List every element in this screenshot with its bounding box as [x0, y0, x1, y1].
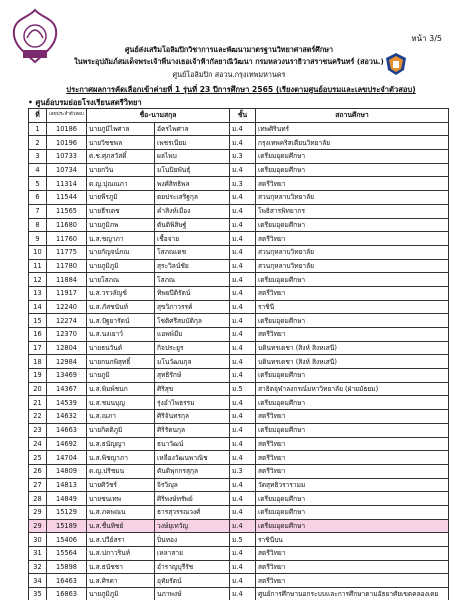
cell-last-name: ปิ่นทอง: [155, 533, 230, 547]
cell-exam-id: 14849: [47, 492, 87, 506]
cell-first-name: นายภูมิภูมิ: [87, 259, 155, 273]
cell-grade: ม.4: [230, 410, 256, 424]
cell-exam-id: 11760: [47, 232, 87, 246]
cell-exam-id: 14632: [47, 410, 87, 424]
cell-school: เตรียมอุดมศึกษา: [256, 150, 449, 164]
cell-school: กรุงเทพคริสเตียนวิทยาลัย: [256, 136, 449, 150]
cell-school: สตรีวิทยา: [256, 464, 449, 478]
cell-exam-id: 12984: [47, 355, 87, 369]
cell-last-name: ตยประเสริฐกุล: [155, 191, 230, 205]
cell-school: เตรียมอุดมศึกษา: [256, 218, 449, 232]
cell-last-name: เชื้อจาย: [155, 232, 230, 246]
col-header-school: สถานศึกษา: [256, 109, 449, 123]
cell-last-name: รุ่งอำไพธรรม: [155, 396, 230, 410]
cell-grade: ม.4: [230, 122, 256, 136]
cell-grade: ม.4: [230, 259, 256, 273]
cell-grade: ม.4: [230, 560, 256, 574]
cell-school: เตรียมอุดมศึกษา: [256, 423, 449, 437]
table-row: [29, 163, 449, 177]
cell-exam-id: 16463: [47, 574, 87, 588]
cell-grade: ม.4: [230, 396, 256, 410]
table-row: [29, 245, 449, 259]
table-body: [29, 122, 449, 600]
cell-grade: ม.4: [230, 245, 256, 259]
table-row: [29, 588, 449, 600]
cell-first-name: น.ส.นงเยาว์: [87, 328, 155, 342]
cell-last-name: อัครไพศาล: [155, 122, 230, 136]
cell-grade: ม.4: [230, 163, 256, 177]
school-emblem-icon: [384, 52, 408, 76]
cell-row-index: 21: [29, 396, 47, 410]
cell-exam-id: 15189: [47, 519, 87, 533]
cell-grade: ม.4: [230, 286, 256, 300]
cell-row-index: 23: [29, 423, 47, 437]
cell-grade: ม.3: [230, 464, 256, 478]
cell-first-name: นายภูมิภพ: [87, 218, 155, 232]
cell-last-name: ศิริพงษ์ทรัพย์: [155, 492, 230, 506]
cell-first-name: น.ส.ภคพณน: [87, 505, 155, 519]
table-row: [29, 204, 449, 218]
cell-first-name: น.ส.ชื่นทิชย์: [87, 519, 155, 533]
cell-first-name: น.ส.ณภา: [87, 410, 155, 424]
cell-row-index: 29: [29, 519, 47, 533]
cell-grade: ม.5: [230, 382, 256, 396]
cell-exam-id: 13469: [47, 369, 87, 383]
cell-last-name: อำราญบุรีรัช: [155, 560, 230, 574]
cell-first-name: นายธนวันต์: [87, 341, 155, 355]
cell-first-name: ด.ญ.ปุณณภา: [87, 177, 155, 191]
cell-row-index: 2: [29, 136, 47, 150]
cell-grade: ม.4: [230, 519, 256, 533]
cell-row-index: 16: [29, 328, 47, 342]
cell-school: ราชินี: [256, 300, 449, 314]
table-row: [29, 519, 449, 533]
section-heading: • ศูนย์อบรมย่อยโรงเรียนสตรีวิทยา: [28, 98, 142, 107]
cell-exam-id: 11775: [47, 245, 87, 259]
cell-row-index: 19: [29, 369, 47, 383]
cell-first-name: น.ส.ศิรดา: [87, 574, 155, 588]
cell-row-index: 22: [29, 410, 47, 424]
col-header-name: ชื่อ-นามสกุล: [87, 109, 230, 123]
cell-exam-id: 10734: [47, 163, 87, 177]
cell-grade: ม.4: [230, 341, 256, 355]
table-row: [29, 355, 449, 369]
cell-row-index: 3: [29, 150, 47, 164]
cell-last-name: ตันติพิสิษฐ์: [155, 218, 230, 232]
cell-exam-id: 14704: [47, 451, 87, 465]
cell-exam-id: 14367: [47, 382, 87, 396]
cell-row-index: 13: [29, 286, 47, 300]
cell-row-index: 9: [29, 232, 47, 246]
cell-school: ราชินีบน: [256, 533, 449, 547]
cell-school: สวนกุหลาบวิทยาลัย: [256, 191, 449, 205]
table-header-row: [29, 109, 449, 123]
cell-school: ศูนย์การศึกษานอกระบบและการศึกษาตามอัธยาศัยเขตคลองเตย: [256, 588, 449, 600]
cell-exam-id: 15406: [47, 533, 87, 547]
table-row: [29, 547, 449, 561]
table-row: [29, 533, 449, 547]
cell-row-index: 14: [29, 300, 47, 314]
table-row: [29, 396, 449, 410]
cell-last-name: อุทัยรัตน์: [155, 574, 230, 588]
cell-row-index: 30: [29, 533, 47, 547]
cell-row-index: 27: [29, 478, 47, 492]
cell-row-index: 31: [29, 547, 47, 561]
cell-exam-id: 10733: [47, 150, 87, 164]
cell-exam-id: 14692: [47, 437, 87, 451]
cell-row-index: 10: [29, 245, 47, 259]
cell-grade: ม.4: [230, 355, 256, 369]
col-header-grade: ชั้น: [230, 109, 256, 123]
cell-school: วัดสุทธิวรารามม: [256, 478, 449, 492]
cell-first-name: น.ส.ภัสชนันท์: [87, 300, 155, 314]
cell-school: สตรีวิทยา: [256, 451, 449, 465]
table-row: [29, 505, 449, 519]
cell-row-index: 11: [29, 259, 47, 273]
cell-exam-id: 11314: [47, 177, 87, 191]
cell-school: เตรียมอุดมศึกษา: [256, 163, 449, 177]
table-row: [29, 451, 449, 465]
cell-last-name: เพชรเนียม: [155, 136, 230, 150]
cell-grade: ม.4: [230, 423, 256, 437]
cell-last-name: มโนปิยพันธุ์: [155, 163, 230, 177]
cell-last-name: ศิริสุข: [155, 382, 230, 396]
cell-exam-id: 12240: [47, 300, 87, 314]
cell-school: สตรีวิทยา: [256, 328, 449, 342]
cell-last-name: แอพพ์มีม: [155, 328, 230, 342]
cell-grade: ม.4: [230, 232, 256, 246]
cell-school: บดินทรเดชา (สิงห์ สิงหเสนี): [256, 341, 449, 355]
cell-exam-id: 11884: [47, 273, 87, 287]
table-row: [29, 150, 449, 164]
cell-grade: ม.4: [230, 492, 256, 506]
cell-school: สตรีวิทยา: [256, 547, 449, 561]
cell-grade: ม.4: [230, 328, 256, 342]
cell-grade: ม.4: [230, 478, 256, 492]
table-row: [29, 218, 449, 232]
cell-exam-id: 12804: [47, 341, 87, 355]
announcement-title: ประกาศผลการคัดเลือกเข้าค่ายที่ 1 รุ่นที่ 23 ปีการศึกษา 2565 (เรียงตามศูนย์อบรมและเลขประจำตัวสอบ): [66, 85, 416, 94]
cell-first-name: นายกวิน: [87, 163, 155, 177]
cell-last-name: กิจประยูร: [155, 341, 230, 355]
cell-row-index: 1: [29, 122, 47, 136]
cell-last-name: ศิริจันทรกุล: [155, 410, 230, 424]
cell-exam-id: 11780: [47, 259, 87, 273]
cell-last-name: สุระวิลน์ชัย: [155, 259, 230, 273]
cell-last-name: สุทธิรักษ์: [155, 369, 230, 383]
cell-last-name: ทิพยปีติรัตน์: [155, 286, 230, 300]
table-row: [29, 410, 449, 424]
cell-last-name: ผลไพบ: [155, 150, 230, 164]
cell-exam-id: 11917: [47, 286, 87, 300]
cell-first-name: น.ส.พิชญาภา: [87, 451, 155, 465]
page-number: หน้า 3/5: [411, 34, 442, 43]
cell-grade: ม.4: [230, 588, 256, 600]
table-row: [29, 259, 449, 273]
cell-exam-id: 10196: [47, 136, 87, 150]
cell-first-name: น.ส.ชมนบุญ: [87, 396, 155, 410]
cell-grade: ม.4: [230, 451, 256, 465]
cell-last-name: เหลาสาย: [155, 547, 230, 561]
cell-school: เตรียมอุดมศึกษา: [256, 519, 449, 533]
cell-last-name: โชติศรีสมบัติกุล: [155, 314, 230, 328]
cell-exam-id: 11544: [47, 191, 87, 205]
cell-first-name: นายภูมิไพศาล: [87, 122, 155, 136]
student-roster-table: [28, 108, 449, 600]
cell-row-index: 4: [29, 163, 47, 177]
posn-emblem-icon: [10, 8, 60, 64]
cell-school: เตรียมอุดมศึกษา: [256, 492, 449, 506]
table-row: [29, 341, 449, 355]
cell-row-index: 8: [29, 218, 47, 232]
cell-last-name: มโนวัฒนกุล: [155, 355, 230, 369]
cell-exam-id: 10186: [47, 122, 87, 136]
cell-first-name: นายพีรภูมิ: [87, 191, 155, 205]
cell-row-index: 24: [29, 437, 47, 451]
cell-grade: ม.4: [230, 505, 256, 519]
cell-school: สาธิตจุฬาลงกรณ์มหาวิทยาลัย (ฝ่ายมัธยม): [256, 382, 449, 396]
cell-first-name: น.ส.ปภาวรินท์: [87, 547, 155, 561]
cell-row-index: 35: [29, 588, 47, 600]
cell-last-name: ธนาวัฒน์: [155, 437, 230, 451]
col-header-index: ที่: [29, 109, 47, 123]
table-row: [29, 273, 449, 287]
cell-row-index: 17: [29, 341, 47, 355]
cell-school: สตรีวิทยา: [256, 177, 449, 191]
cell-last-name: นภาพงษ์: [155, 588, 230, 600]
cell-grade: ม.5: [230, 533, 256, 547]
cell-school: สตรีวิทยา: [256, 286, 449, 300]
cell-first-name: นายชนเทพ: [87, 492, 155, 506]
cell-school: เตรียมอุดมศึกษา: [256, 314, 449, 328]
cell-first-name: นายกิตติภูมิ: [87, 423, 155, 437]
col-header-exam-id: เลขประจำตัวสอบ: [47, 109, 87, 123]
cell-exam-id: 15129: [47, 505, 87, 519]
cell-first-name: น.ส.ชญาภา: [87, 232, 155, 246]
cell-school: สตรีวิทยา: [256, 560, 449, 574]
cell-grade: ม.4: [230, 437, 256, 451]
cell-school: สตรีวิทยา: [256, 437, 449, 451]
table-row: [29, 423, 449, 437]
cell-school: โพธิสารพิทยากร: [256, 204, 449, 218]
cell-exam-id: 14809: [47, 464, 87, 478]
header-line-3: ศูนย์โอลิมปิก สอวน.กรุงเทพมหานคร: [172, 70, 286, 79]
cell-exam-id: 14663: [47, 423, 87, 437]
cell-last-name: ธารสุวรรณวงศ์: [155, 505, 230, 519]
table-row: [29, 286, 449, 300]
cell-last-name: โสภณ: [155, 273, 230, 287]
cell-school: เตรียมอุดมศึกษา: [256, 273, 449, 287]
cell-row-index: 20: [29, 382, 47, 396]
cell-exam-id: 12370: [47, 328, 87, 342]
cell-grade: ม.4: [230, 136, 256, 150]
cell-row-index: 12: [29, 273, 47, 287]
cell-grade: ม.3: [230, 177, 256, 191]
cell-school: สตรีวิทยา: [256, 574, 449, 588]
cell-school: บดินทรเดชา (สิงห์ สิงหเสนี): [256, 355, 449, 369]
cell-first-name: ด.ช.ศุภสวัสดิ์: [87, 150, 155, 164]
cell-first-name: ด.ญ.ปริชมน: [87, 464, 155, 478]
cell-first-name: นายศิวัชร์: [87, 478, 155, 492]
table-row: [29, 191, 449, 205]
header-line-2: ในพระอุปถัมภ์สมเด็จพระเจ้าพี่นางเธอเจ้าฟ้ากัลยาณิวัฒนา กรมหลวงนราธิวาสราชนครินทร์ (สอวน.): [74, 57, 384, 66]
cell-exam-id: 14539: [47, 396, 87, 410]
cell-row-index: 6: [29, 191, 47, 205]
cell-row-index: 15: [29, 314, 47, 328]
cell-first-name: นายภูมิภูมิ: [87, 588, 155, 600]
cell-school: เตรียมอุดมศึกษา: [256, 505, 449, 519]
table-row: [29, 560, 449, 574]
table-row: [29, 177, 449, 191]
cell-last-name: พงศ์สิทธิพล: [155, 177, 230, 191]
table-row: [29, 122, 449, 136]
cell-first-name: น.ส.ปัฐยารัตน์: [87, 314, 155, 328]
document-header: [0, 0, 464, 80]
cell-exam-id: 16863: [47, 588, 87, 600]
cell-row-index: 26: [29, 464, 47, 478]
table-row: [29, 464, 449, 478]
cell-first-name: น.ส.ธนัชชา: [87, 560, 155, 574]
cell-last-name: ตันติพุกกรสุกุล: [155, 464, 230, 478]
cell-last-name: โสภณเดช: [155, 245, 230, 259]
cell-first-name: น.ส.ปวีย์สรา: [87, 533, 155, 547]
cell-row-index: 7: [29, 204, 47, 218]
cell-last-name: ศิริรัตนกุล: [155, 423, 230, 437]
cell-grade: ม.4: [230, 300, 256, 314]
table-row: [29, 369, 449, 383]
cell-first-name: นายภูมิ: [87, 369, 155, 383]
cell-exam-id: 12274: [47, 314, 87, 328]
table-row: [29, 136, 449, 150]
cell-exam-id: 11565: [47, 204, 87, 218]
cell-school: เตรียมอุดมศึกษา: [256, 369, 449, 383]
cell-first-name: น.ส.ธนัญญา: [87, 437, 155, 451]
table-row: [29, 492, 449, 506]
cell-row-index: 34: [29, 574, 47, 588]
cell-grade: ม.3: [230, 150, 256, 164]
cell-school: เทพศิรินทร์: [256, 122, 449, 136]
table-row: [29, 382, 449, 396]
cell-grade: ม.4: [230, 574, 256, 588]
cell-last-name: วงษ์ยุเทวัญ: [155, 519, 230, 533]
cell-row-index: 25: [29, 451, 47, 465]
cell-row-index: 5: [29, 177, 47, 191]
table-row: [29, 300, 449, 314]
cell-grade: ม.4: [230, 547, 256, 561]
cell-first-name: น.ส.พิมพ์ชนก: [87, 382, 155, 396]
cell-first-name: นายโสภณ: [87, 273, 155, 287]
cell-row-index: 28: [29, 492, 47, 506]
cell-exam-id: 15898: [47, 560, 87, 574]
cell-grade: ม.4: [230, 191, 256, 205]
cell-last-name: จิรวิญุล: [155, 478, 230, 492]
cell-exam-id: 11680: [47, 218, 87, 232]
cell-school: สตรีวิทยา: [256, 232, 449, 246]
cell-school: เตรียมอุดมศึกษา: [256, 396, 449, 410]
cell-last-name: สุขวิภาวรรค์: [155, 300, 230, 314]
header-line-1: ศูนย์ส่งเสริมโอลิมปิกวิชาการและพัฒนามาตรฐานวิทยาศาสตร์ศึกษา: [125, 45, 333, 54]
cell-first-name: นายกัญจน์ภณ: [87, 245, 155, 259]
cell-first-name: น.ส.วรวลัญช์: [87, 286, 155, 300]
table-row: [29, 478, 449, 492]
cell-grade: ม.4: [230, 369, 256, 383]
cell-row-index: 29: [29, 505, 47, 519]
table-row: [29, 314, 449, 328]
cell-row-index: 32: [29, 560, 47, 574]
cell-grade: ม.4: [230, 204, 256, 218]
cell-row-index: 18: [29, 355, 47, 369]
cell-school: สตรีวิทยา: [256, 410, 449, 424]
cell-first-name: นายกนกพิสุทธิ์: [87, 355, 155, 369]
cell-school: สวนกุหลาบวิทยาลัย: [256, 245, 449, 259]
table-row: [29, 232, 449, 246]
cell-school: สวนกุหลาบวิทยาลัย: [256, 259, 449, 273]
cell-first-name: นายธีรเดช: [87, 204, 155, 218]
table-row: [29, 437, 449, 451]
cell-first-name: นายวิชชพล: [87, 136, 155, 150]
cell-exam-id: 15564: [47, 547, 87, 561]
cell-last-name: คำสิงห์เมือง: [155, 204, 230, 218]
cell-exam-id: 14813: [47, 478, 87, 492]
table-row: [29, 328, 449, 342]
cell-grade: ม.4: [230, 218, 256, 232]
cell-last-name: เหลืองวัฒนพาณิช: [155, 451, 230, 465]
cell-grade: ม.4: [230, 314, 256, 328]
table-row: [29, 574, 449, 588]
cell-grade: ม.4: [230, 273, 256, 287]
